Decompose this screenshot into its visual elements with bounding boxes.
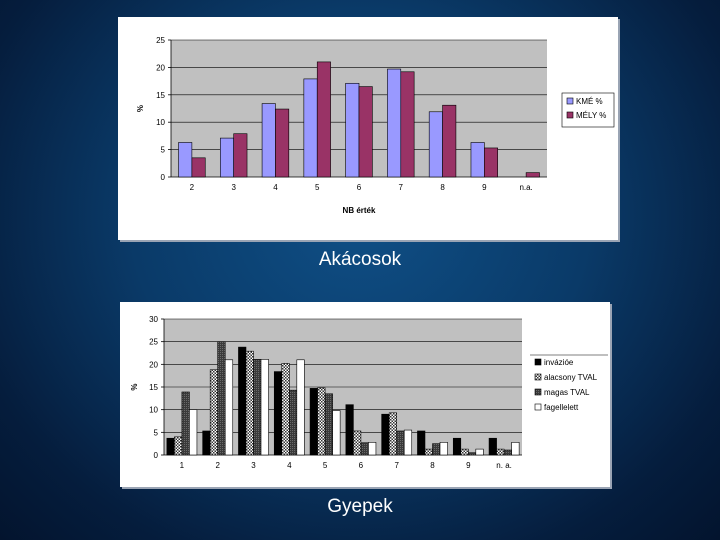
bar <box>179 142 192 177</box>
y-tick-label: 0 <box>160 173 165 182</box>
bar <box>192 158 205 177</box>
bar <box>401 72 414 177</box>
bar <box>225 360 233 455</box>
y-tick-label: 0 <box>153 451 158 460</box>
bar <box>189 410 197 455</box>
bar <box>203 431 211 455</box>
x-tick-label: n.a. <box>519 183 533 192</box>
caption-gyepek: Gyepek <box>327 496 393 517</box>
y-tick-label: 20 <box>156 63 165 73</box>
y-axis-label: % <box>136 104 145 113</box>
bar <box>489 438 497 455</box>
legend-swatch <box>535 374 541 380</box>
bar <box>461 449 469 455</box>
x-tick-label: 7 <box>398 183 404 192</box>
bar <box>397 431 405 455</box>
bar <box>346 83 359 177</box>
x-axis-label: NB érték <box>342 206 376 215</box>
bar <box>220 138 233 177</box>
x-tick-label: 7 <box>394 461 399 470</box>
bar <box>512 442 520 455</box>
x-tick-label: 6 <box>358 461 364 470</box>
y-tick-label: 15 <box>156 90 165 100</box>
x-tick-label: 3 <box>231 183 236 192</box>
bar <box>353 431 361 455</box>
bar <box>325 394 333 455</box>
x-tick-label: 9 <box>466 461 471 470</box>
bar <box>174 437 182 455</box>
bar <box>333 411 341 455</box>
legend-entry: MÉLY % <box>576 111 607 120</box>
bar <box>425 449 433 455</box>
bar <box>484 148 497 177</box>
bar <box>468 453 476 455</box>
bar <box>310 388 318 455</box>
x-tick-label: 3 <box>251 461 256 470</box>
chart-panel-gyepek <box>120 302 610 487</box>
bar <box>167 438 175 455</box>
x-tick-label: 5 <box>322 461 328 470</box>
bar <box>282 363 290 455</box>
bar <box>297 360 305 455</box>
bar <box>246 351 254 455</box>
x-tick-label: 6 <box>356 183 362 192</box>
bar <box>443 105 456 177</box>
bar <box>274 372 282 455</box>
bar <box>368 442 376 455</box>
bar <box>254 359 262 455</box>
bar <box>218 342 226 455</box>
y-tick-label: 15 <box>149 383 158 392</box>
legend-entry: KMÉ % <box>576 97 603 106</box>
y-tick-label: 5 <box>160 145 165 155</box>
bar <box>453 438 461 455</box>
chart-panel-akacosok <box>118 17 618 240</box>
bar <box>317 62 330 177</box>
legend-swatch <box>567 98 573 104</box>
y-tick-label: 10 <box>156 118 165 128</box>
caption-akacosok: Akácosok <box>318 249 402 270</box>
x-tick-label: 9 <box>482 183 487 192</box>
bar <box>359 87 372 177</box>
bar <box>346 405 354 455</box>
bar <box>429 112 442 177</box>
legend-swatch <box>535 389 541 395</box>
bar <box>318 388 326 455</box>
bar <box>262 104 275 177</box>
legend-swatch <box>567 112 573 118</box>
y-tick-label: 25 <box>149 337 158 347</box>
x-tick-label: 2 <box>215 461 220 470</box>
x-tick-label: 4 <box>273 183 278 192</box>
bar <box>440 442 448 455</box>
y-tick-label: 10 <box>149 405 158 415</box>
legend-entry: invázióe <box>544 358 574 367</box>
bar <box>382 414 390 455</box>
bar <box>526 173 539 177</box>
legend-entry: magas TVAL <box>544 388 590 397</box>
legend-entry: fagellelett <box>544 403 579 412</box>
y-axis-label: % <box>130 383 139 391</box>
bar <box>389 413 397 455</box>
bar <box>238 347 246 455</box>
bar <box>275 109 288 177</box>
bar <box>361 443 369 455</box>
bar <box>471 142 484 177</box>
legend-swatch <box>535 404 541 410</box>
x-tick-label: 8 <box>440 183 445 192</box>
y-tick-label: 25 <box>156 36 165 45</box>
x-tick-label: 1 <box>179 461 185 470</box>
bar <box>497 449 505 455</box>
legend-swatch <box>535 359 541 365</box>
bar-chart-akacosok <box>118 17 618 240</box>
bar <box>417 431 425 455</box>
x-tick-label: n. a. <box>496 461 512 470</box>
y-tick-label: 30 <box>149 315 158 324</box>
bar-chart-gyepek <box>120 302 610 487</box>
x-tick-label: 8 <box>430 461 435 470</box>
bar <box>182 392 190 455</box>
bar <box>404 430 412 455</box>
x-tick-label: 5 <box>314 183 320 192</box>
bar <box>433 444 441 455</box>
bar <box>289 390 297 455</box>
bar <box>476 449 484 455</box>
bar <box>234 134 247 177</box>
x-tick-label: 2 <box>189 183 195 192</box>
bar <box>304 79 317 177</box>
y-tick-label: 5 <box>153 428 158 438</box>
bar <box>210 370 218 455</box>
bar <box>387 69 400 177</box>
x-tick-label: 4 <box>287 461 292 470</box>
y-tick-label: 20 <box>149 360 158 370</box>
bar <box>504 450 512 455</box>
legend-entry: alacsony TVAL <box>544 373 598 382</box>
bar <box>261 359 269 455</box>
